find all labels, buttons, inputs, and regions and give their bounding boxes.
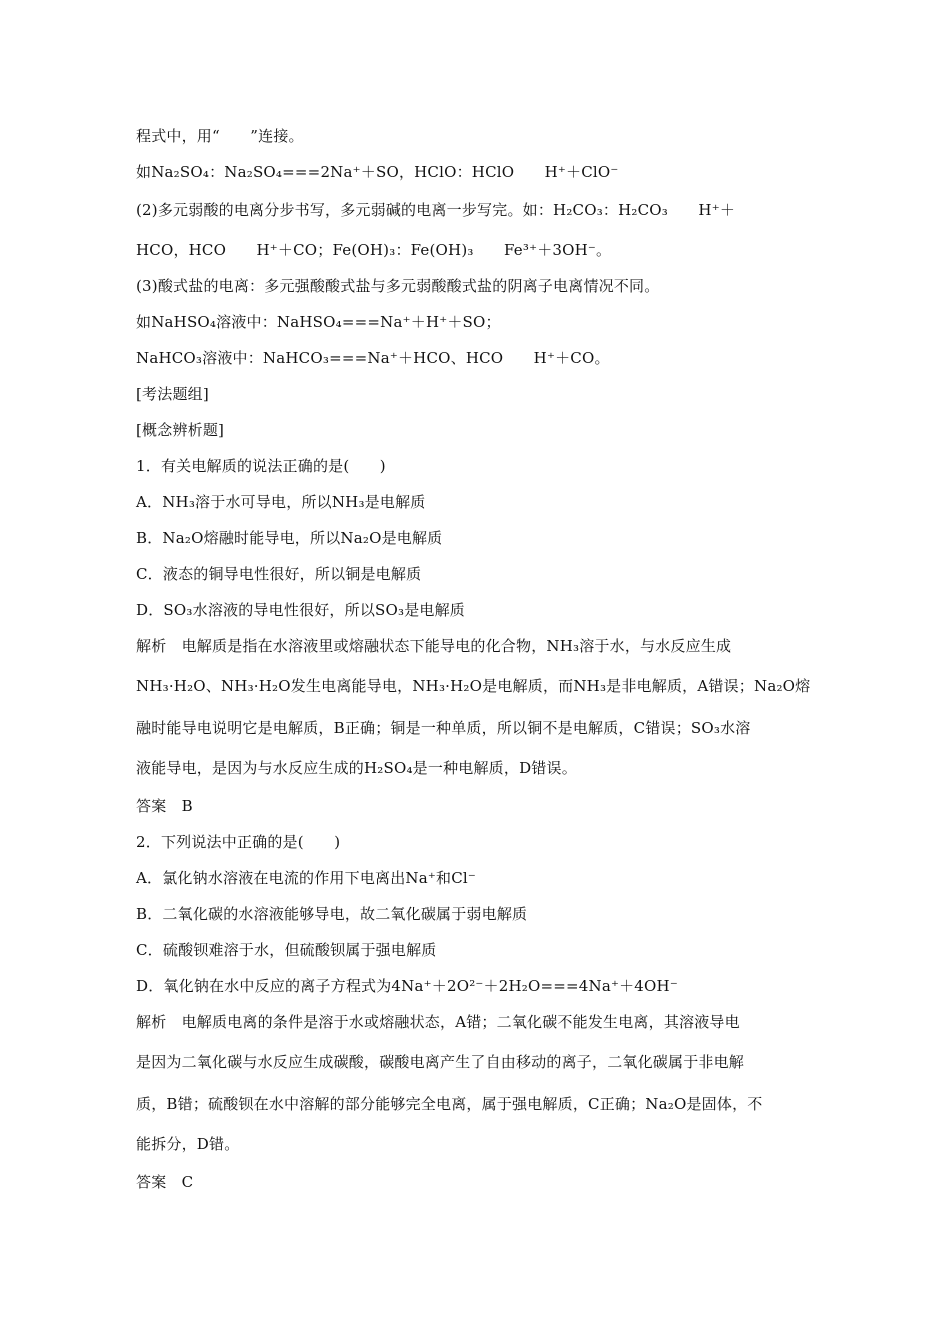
analysis-text: 是因为二氧化碳与水反应生成碳酸，碳酸电离产生了自由移动的离子，二氧化碳属于非电解 [136, 1053, 745, 1071]
answer-text: 答案 B [136, 797, 193, 815]
option-d: D．SO₃水溶液的导电性很好，所以SO₃是电解质 [136, 601, 466, 619]
section-heading: [概念辨析题] [136, 421, 225, 439]
option-a: A．氯化钠水溶液在电流的作用下电离出Na⁺和Cl⁻ [136, 869, 477, 887]
analysis-text: 能拆分，D错。 [136, 1135, 240, 1153]
analysis-text: 解析 电解质电离的条件是溶于水或熔融状态，A错；二氧化碳不能发生电离，其溶液导电 [136, 1013, 740, 1031]
option-b: B．二氧化碳的水溶液能够导电，故二氧化碳属于弱电解质 [136, 905, 528, 923]
option-a: A．NH₃溶于水可导电，所以NH₃是电解质 [136, 493, 426, 511]
option-b: B．Na₂O熔融时能导电，所以Na₂O是电解质 [136, 529, 443, 547]
question-stem: 1．有关电解质的说法正确的是( ) [136, 457, 386, 475]
text-line: NaHCO₃溶液中：NaHCO₃===Na⁺＋HCO、HCO H⁺＋CO。 [136, 349, 610, 367]
analysis-text: NH₃·H₂O、NH₃·H₂O发生电离能导电，NH₃·H₂O是电解质，而NH₃是非电解质，A错误；Na₂O熔 [136, 677, 811, 695]
text-line: (2)多元弱酸的电离分步书写，多元弱碱的电离一步写完。如：H₂CO₃：H₂CO₃ H⁺＋ [136, 201, 736, 219]
question-stem: 2．下列说法中正确的是( ) [136, 833, 341, 851]
text-line: (3)酸式盐的电离：多元强酸酸式盐与多元弱酸酸式盐的阴离子电离情况不同。 [136, 277, 660, 295]
text-line: 如Na₂SO₄：Na₂SO₄===2Na⁺＋SO，HClO：HClO H⁺＋ClO⁻ [136, 163, 619, 181]
option-c: C．液态的铜导电性很好，所以铜是电解质 [136, 565, 422, 583]
section-heading: [考法题组] [136, 385, 209, 403]
text-line: HCO，HCO H⁺＋CO；Fe(OH)₃：Fe(OH)₃ Fe³⁺＋3OH⁻。 [136, 241, 612, 259]
option-c: C．硫酸钡难溶于水，但硫酸钡属于强电解质 [136, 941, 437, 959]
analysis-text: 质，B错；硫酸钡在水中溶解的部分能够完全电离，属于强电解质，C正确；Na₂O是固体，不 [136, 1095, 763, 1113]
text-line: 如NaHSO₄溶液中：NaHSO₄===Na⁺＋H⁺＋SO； [136, 313, 501, 331]
option-d: D．氧化钠在水中反应的离子方程式为4Na⁺＋2O²⁻＋2H₂O===4Na⁺＋4OH⁻ [136, 977, 678, 995]
analysis-text: 液能导电，是因为与水反应生成的H₂SO₄是一种电解质，D错误。 [136, 759, 577, 777]
analysis-text: 融时能导电说明它是电解质，B正确；铜是一种单质，所以铜不是电解质，C错误；SO₃水溶 [136, 719, 751, 737]
answer-text: 答案 C [136, 1173, 194, 1191]
text-line: 程式中，用“ ”连接。 [136, 127, 304, 145]
analysis-text: 解析 电解质是指在水溶液里或熔融状态下能导电的化合物，NH₃溶于水，与水反应生成 [136, 637, 732, 655]
